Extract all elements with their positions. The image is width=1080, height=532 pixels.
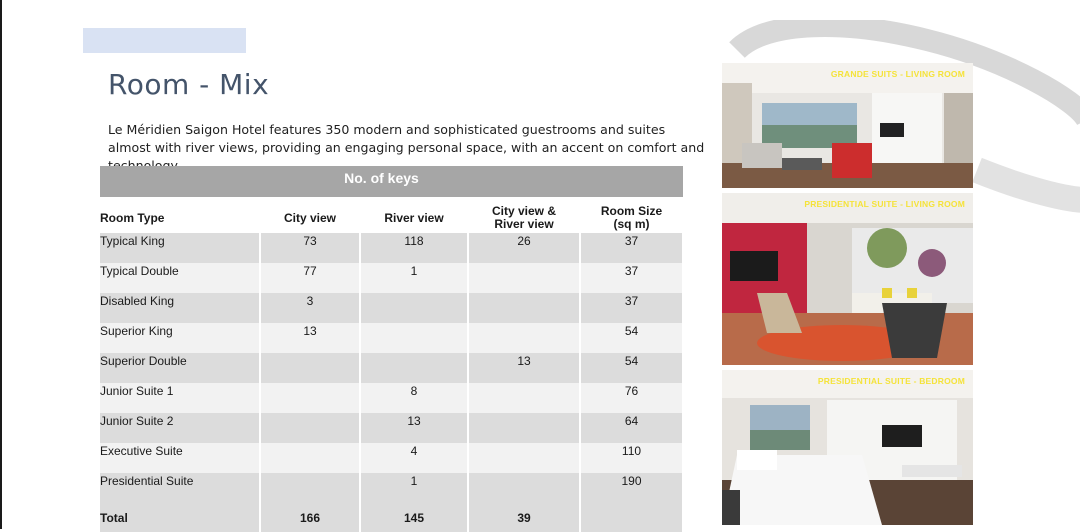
photo-presidential-suite-living-room [722,193,973,365]
room-mix-table [100,203,684,532]
table-cell: 37 [580,263,683,293]
column-header [580,203,683,233]
table-cell: 118 [360,233,468,263]
photo-presidential-suite-bedroom [722,370,973,525]
table-cell: Presidential Suite [100,473,260,503]
table-cell [360,293,468,323]
table-cell: 145 [360,503,468,532]
column-header-line: City view & River view [491,204,557,231]
table-cell: 26 [468,233,580,263]
keys-group-header [100,166,683,197]
presidential-living-illustration [722,193,973,365]
photo-caption: PRESIDENTIAL SUITE - LIVING ROOM [804,199,965,209]
table-row [100,353,683,383]
table-cell: 54 [580,323,683,353]
table-cell: 77 [260,263,360,293]
table-cell: 13 [360,413,468,443]
table-total-row [100,503,683,532]
table-cell: Superior Double [100,353,260,383]
table-cell [260,353,360,383]
photo-caption: GRANDE SUITS - LIVING ROOM [830,69,965,79]
table-row [100,263,683,293]
table-cell: Total [100,503,260,532]
table-cell [468,413,580,443]
table-cell [468,323,580,353]
table-cell [360,353,468,383]
table-row [100,293,683,323]
photo-grande-suite-living-room [722,63,973,188]
table-row [100,323,683,353]
table-cell [360,323,468,353]
table-row [100,473,683,503]
table-cell: 37 [580,233,683,263]
table-cell: 190 [580,473,683,503]
table-cell [468,443,580,473]
table-cell: 1 [360,263,468,293]
table-row [100,413,683,443]
table-cell: 13 [468,353,580,383]
table-cell: 39 [468,503,580,532]
table-cell: Junior Suite 1 [100,383,260,413]
table-header-row [100,203,683,233]
table-cell [468,293,580,323]
top-accent-tab [83,28,246,53]
table-cell: Typical King [100,233,260,263]
keys-group-header-label: No. of keys [344,169,419,186]
table-cell: Executive Suite [100,443,260,473]
table-cell: Typical Double [100,263,260,293]
table-cell: 64 [580,413,683,443]
table-cell: 54 [580,353,683,383]
table-row [100,443,683,473]
table-row [100,233,683,263]
column-header: City view [283,210,337,225]
table-cell: Disabled King [100,293,260,323]
table-cell: 37 [580,293,683,323]
table-cell: Junior Suite 2 [100,413,260,443]
column-header: River view [384,210,444,225]
photo-caption: PRESIDENTIAL SUITE - BEDROOM [817,376,965,386]
table-cell: 76 [580,383,683,413]
column-header-line: Room Size (sq m) [600,204,663,231]
table-cell [580,503,683,532]
table-cell [468,473,580,503]
table-cell [260,413,360,443]
table-cell: 166 [260,503,360,532]
page-title: Room - Mix [108,68,270,101]
table-cell: 3 [260,293,360,323]
bedroom-illustration [722,370,973,525]
table-cell: 8 [360,383,468,413]
intro-paragraph: Le Méridien Saigon Hotel features 350 modern and sophisticated guestrooms and suites almost with river views, providing an engaging personal space, with an accent on comfort and [108,122,705,155]
table-row [100,383,683,413]
table-cell: 110 [580,443,683,473]
column-header: Room Type [100,210,165,225]
living-room-illustration [722,63,973,188]
column-header [468,203,580,233]
table-cell [468,383,580,413]
table-cell: 1 [360,473,468,503]
table-cell [260,473,360,503]
table-cell: 13 [260,323,360,353]
table-cell [260,443,360,473]
table-cell: Superior King [100,323,260,353]
table-cell [260,383,360,413]
table-cell [468,263,580,293]
table-cell: 4 [360,443,468,473]
left-edge-rule [0,0,2,529]
table-cell: 73 [260,233,360,263]
